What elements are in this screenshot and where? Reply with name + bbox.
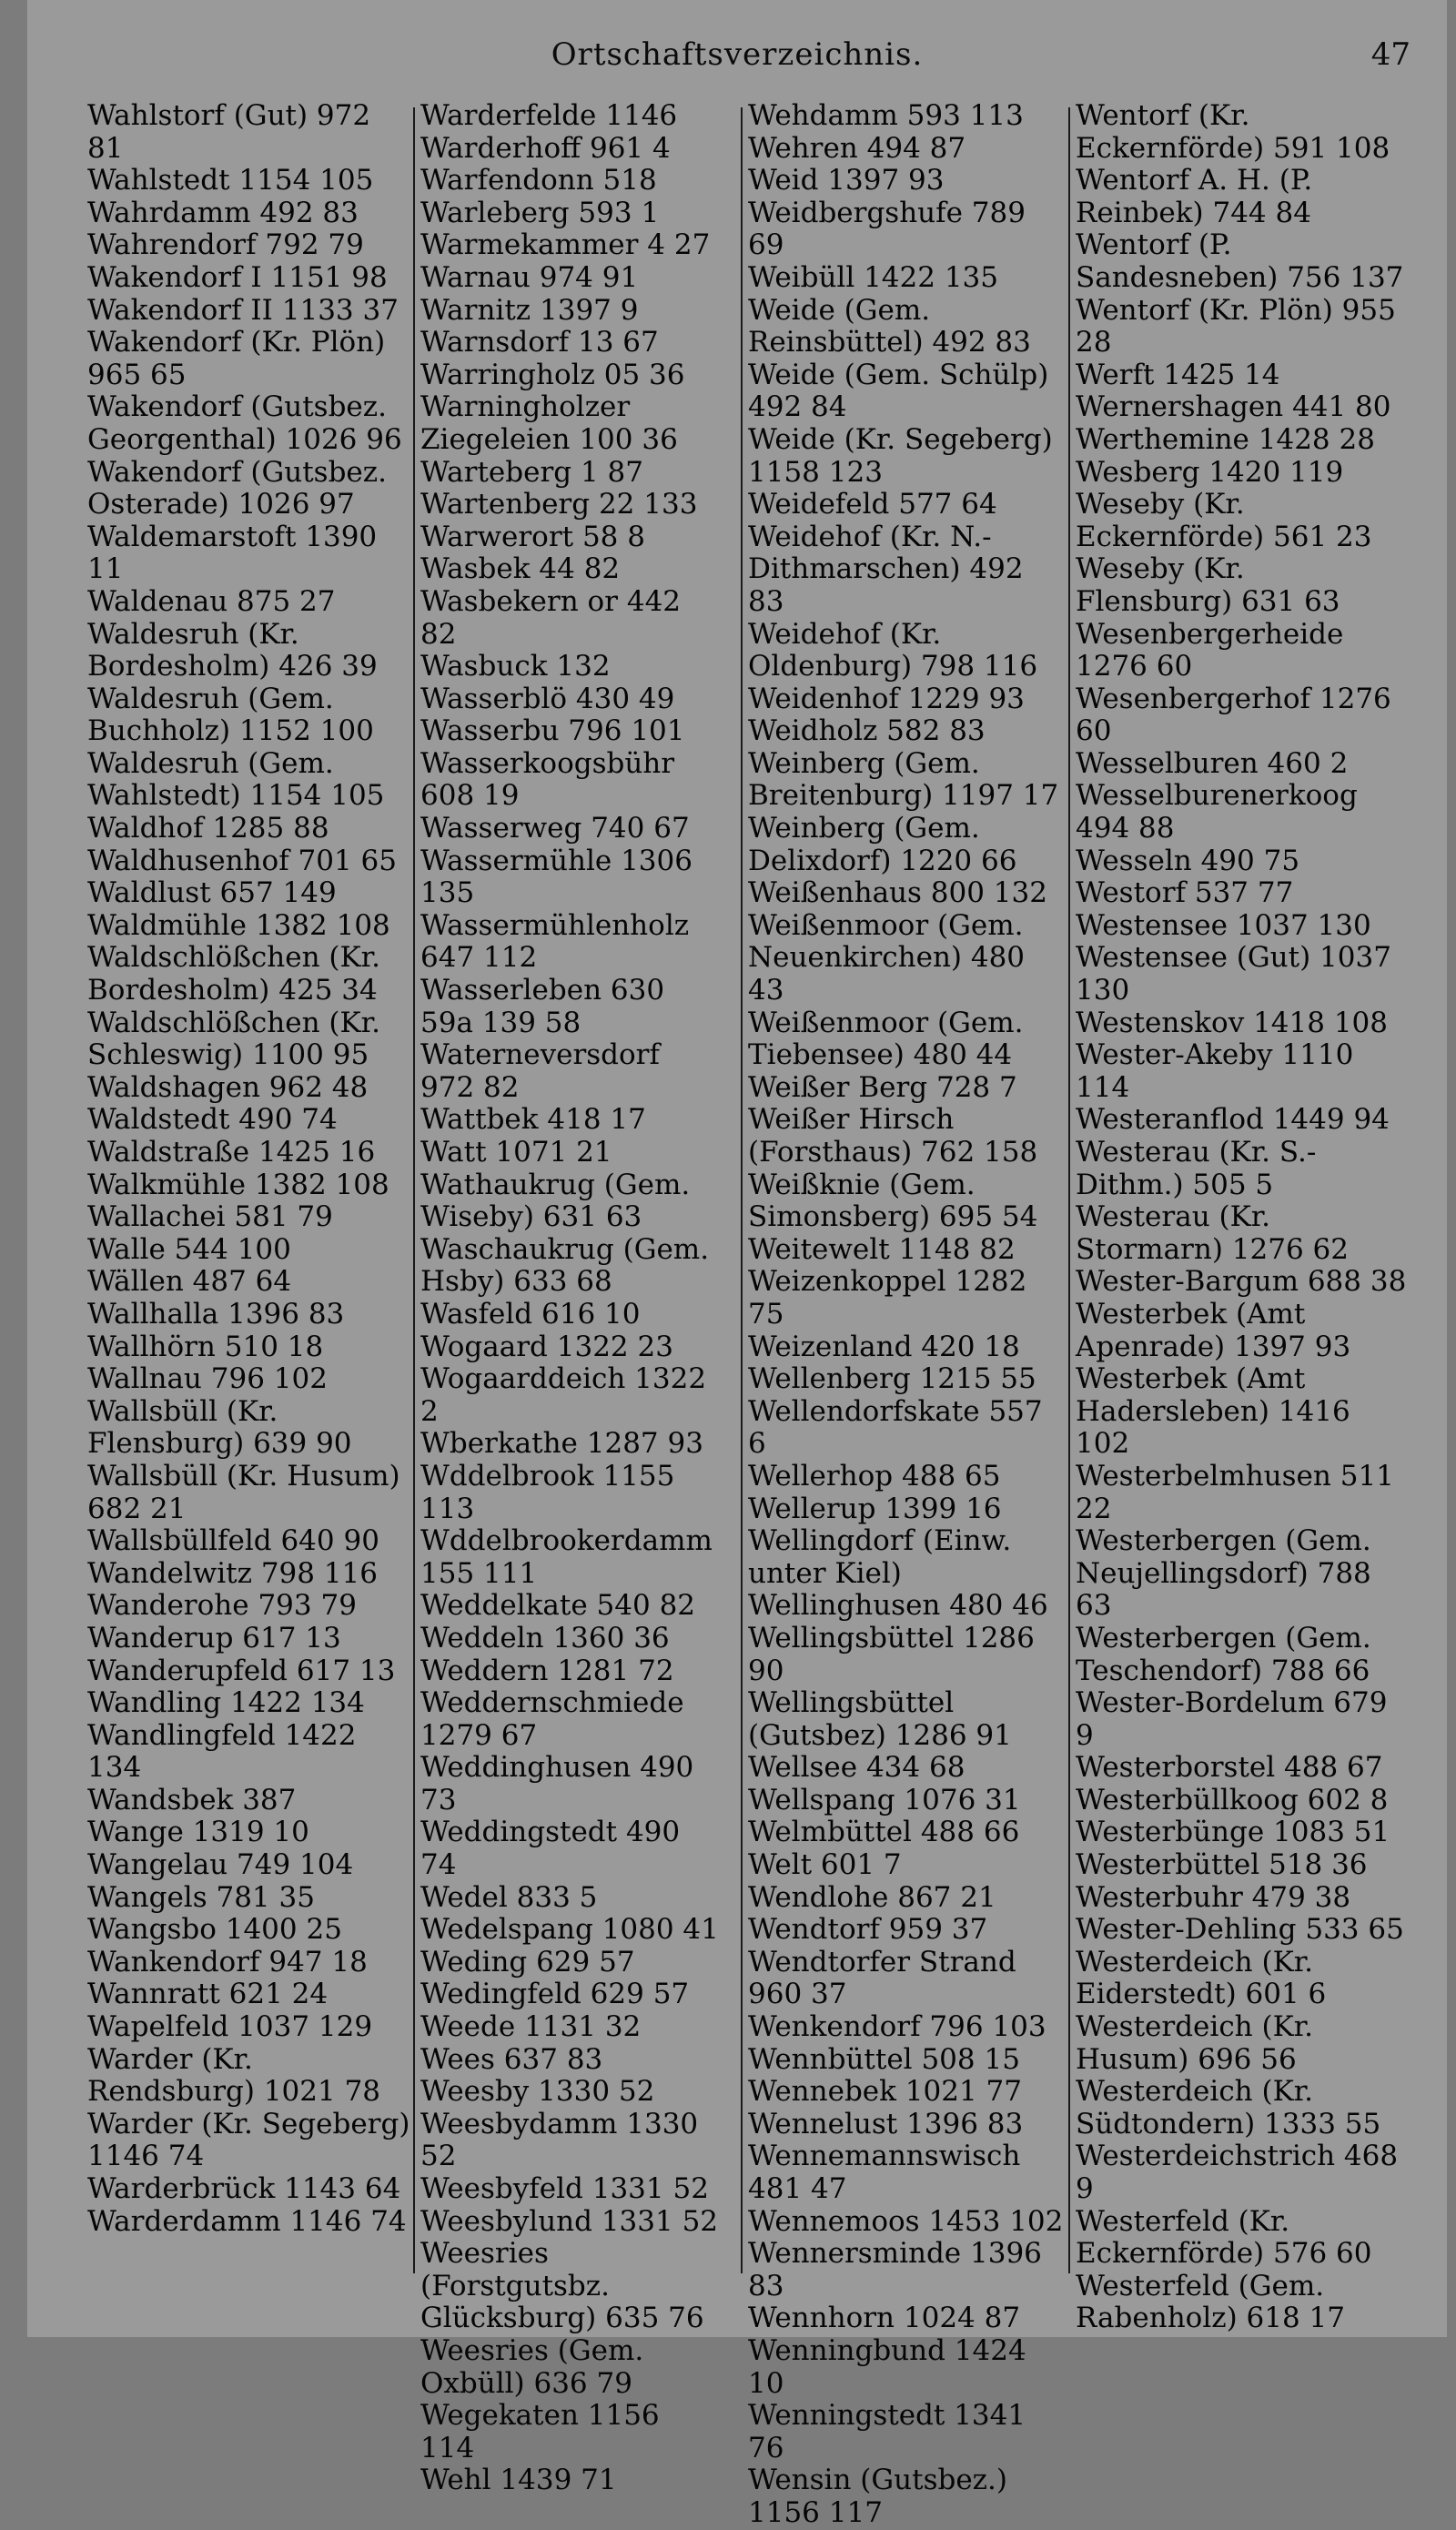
directory-entry: Wattbek 418 17 [420,1103,646,1137]
directory-entry: Wddelbrook 1155 113 [420,1459,675,1525]
directory-entry: Weddernschmiede 1279 67 [420,1686,684,1752]
directory-entry: Westerbüllkoog 602 8 [1076,1783,1389,1817]
directory-entry: Wasbuck 132 [420,650,611,683]
column-1 [87,100,415,2312]
directory-entry: Wanderohe 793 79 [87,1589,357,1623]
directory-entry: Wallsbüllfeld 640 90 [87,1524,379,1558]
directory-entry: Westerbuhr 479 38 [1076,1880,1351,1914]
directory-entry: Weesries (Forstgutsbz. Glücksburg) 635 76 [420,2237,704,2335]
directory-entry: Wasserkoogsbühr 608 19 [420,746,675,813]
directory-entry: Wennbüttel 508 15 [748,2042,1020,2076]
directory-entry: Wankendorf 947 18 [87,1945,368,1978]
directory-entry: Wesberg 1420 119 [1076,455,1344,489]
directory-entry: Wesenbergerheide 1276 60 [1076,617,1344,683]
directory-entry: Wangelau 749 104 [87,1848,354,1882]
directory-entry: Wennemoos 1453 102 [748,2204,1064,2238]
directory-entry: Weede 1131 32 [420,2010,642,2044]
directory-entry: Weseby (Kr. Flensburg) 631 63 [1076,552,1340,618]
directory-entry: Wapelfeld 1037 129 [87,2010,373,2044]
directory-entry: Westerau (Kr. S.-Dithm.) 505 5 [1076,1136,1317,1201]
directory-entry: Wendlohe 867 21 [748,1880,996,1914]
directory-entry: Weddern 1281 72 [420,1654,674,1687]
directory-entry: Wentorf A. H. (P. Reinbek) 744 84 [1076,164,1313,229]
directory-entry: Wellingsbüttel 1286 90 [748,1621,1035,1687]
directory-entry: Wedingfeld 629 57 [420,1978,690,2011]
directory-entry: Wanderup 617 13 [87,1621,341,1655]
directory-entry: Werft 1425 14 [1076,358,1280,391]
directory-entry: Wensin (Gutsbez.) 1156 117 [748,2464,1007,2529]
directory-entry: Warderdamm 1146 74 [87,2204,407,2238]
directory-entry: Wassermühlenholz 647 112 [420,908,690,975]
directory-entry: Wandsbek 387 [87,1783,297,1817]
directory-entry: Weesbyfeld 1331 52 [420,2172,709,2205]
directory-entry: Westerdeich (Kr. Husum) 696 56 [1076,2010,1314,2076]
directory-entry: Wester-Bordelum 679 9 [1076,1686,1388,1752]
page-title: Ortschaftsverzeichnis. [551,36,924,73]
directory-entry: Wathaukrug (Gem. Wiseby) 631 63 [420,1168,691,1234]
directory-entry: Wellerhop 488 65 [748,1459,1001,1493]
directory-entry: Waldmühle 1382 108 [87,908,390,942]
directory-entry: Wasserweg 740 67 [420,812,690,845]
directory-entry: Wasbek 44 82 [420,552,621,586]
directory-entry: Waldesruh (Kr. Bordesholm) 426 39 [87,617,378,683]
directory-entry: Westerbergen (Gem. Neujellingsdorf) 788 63 [1076,1524,1371,1623]
directory-entry: Weißer Berg 728 7 [748,1070,1017,1104]
column-divider [413,107,415,2273]
directory-entry: Wester-Akeby 1110 114 [1076,1038,1354,1104]
directory-entry: Wangels 781 35 [87,1880,315,1914]
directory-entry: Waldlust 657 149 [87,876,337,910]
directory-entry: Wentorf (Kr. Plön) 955 28 [1076,293,1396,359]
directory-entry: Weide (Gem. Schülp) 492 84 [748,358,1049,424]
directory-entry: Waldesruh (Gem. Wahlstedt) 1154 105 [87,746,385,813]
directory-entry: Wassermühle 1306 135 [420,844,693,910]
directory-entry: Walle 544 100 [87,1232,291,1266]
directory-entry: Wallhörn 510 18 [87,1330,324,1363]
directory-entry: Westorf 537 77 [1076,876,1294,910]
directory-entry: Waldschlößchen (Kr. Schleswig) 1100 95 [87,1006,380,1072]
directory-entry: Watt 1071 21 [420,1136,612,1169]
directory-entry: Wasserblö 430 49 [420,682,675,715]
directory-entry: Warderbrück 1143 64 [87,2172,401,2205]
directory-entry: Westerdeich (Kr. Eiderstedt) 601 6 [1076,1945,1327,2011]
directory-entry: Waldstedt 490 74 [87,1103,338,1137]
directory-entry: Wehl 1439 71 [420,2464,617,2497]
directory-entry: Wesselburenerkoog 494 88 [1076,779,1358,845]
directory-entry: Waldhusenhof 701 65 [87,844,397,877]
directory-entry: Weide (Kr. Segeberg) 1158 123 [748,422,1053,489]
directory-entry: Warnsdorf 13 67 [420,326,659,359]
directory-entry: Wddelbrookerdamm 155 111 [420,1524,713,1590]
directory-entry: Wogaarddeich 1322 2 [420,1362,707,1428]
page-header [27,36,1447,91]
directory-entry: Wentorf (Kr. Eckernförde) 591 108 [1076,99,1390,165]
directory-entry: Warnitz 1397 9 [420,293,639,327]
directory-entry: Warleberg 593 1 [420,196,660,229]
directory-entry: Weitewelt 1148 82 [748,1232,1016,1266]
directory-entry: Weinberg (Gem. Breitenburg) 1197 17 [748,746,1059,813]
directory-entry: Weseby (Kr. Eckernförde) 561 23 [1076,488,1372,553]
directory-entry: Weidholz 582 83 [748,714,986,748]
directory-entry: Warder (Kr. Segeberg) 1146 74 [87,2107,410,2173]
directory-entry: Wannratt 621 24 [87,1978,329,2011]
directory-entry: Wester-Bargum 688 38 [1076,1265,1407,1299]
directory-entry: Warteberg 1 87 [420,455,644,489]
directory-entry: Warningholzer Ziegeleien 100 36 [420,390,678,456]
directory-entry: Wange 1319 10 [87,1816,309,1849]
directory-entry: Wellspang 1076 31 [748,1783,1021,1817]
directory-entry: Weddinghusen 490 73 [420,1751,694,1817]
directory-entry: Westerfeld (Gem. Rabenholz) 618 17 [1076,2269,1345,2335]
directory-entry: Wellendorfskate 557 6 [748,1394,1043,1461]
directory-entry: Weesby 1330 52 [420,2075,655,2109]
directory-entry: Wallsbüll (Kr. Husum) 682 21 [87,1459,400,1525]
directory-entry: Wennebek 1021 77 [748,2075,1022,2109]
directory-entry: Wallnau 796 102 [87,1362,328,1396]
directory-entry: Wennemannswisch 481 47 [748,2140,1021,2205]
directory-entry: Wogaard 1322 23 [420,1330,673,1363]
directory-entry: Westerborstel 488 67 [1076,1751,1383,1785]
directory-entry: Westensee (Gut) 1037 130 [1076,941,1391,1007]
column-4 [1076,99,1407,2335]
directory-entry: Wallsbüll (Kr. Flensburg) 639 90 [87,1394,352,1461]
directory-entry: Westerau (Kr. Stormarn) 1276 62 [1076,1200,1349,1266]
directory-entry: Warfendonn 518 [420,164,657,197]
directory-entry: Wenningstedt 1341 76 [748,2399,1026,2464]
entry-columns [87,99,1407,2529]
directory-entry: Wasserbu 796 101 [420,714,685,748]
directory-entry: Wendtorf 959 37 [748,1913,988,1947]
directory-entry: Wedelspang 1080 41 [420,1913,719,1947]
directory-entry: Weddeln 1360 36 [420,1621,670,1655]
directory-entry: Wasbekern or 442 82 [420,584,682,651]
directory-entry: Wellerup 1399 16 [748,1492,1002,1525]
directory-entry: Wällen 487 64 [87,1265,292,1299]
directory-entry: Westerdeichstrich 468 9 [1076,2140,1399,2205]
directory-entry: Welt 601 7 [748,1848,902,1882]
directory-entry: Wahrendorf 792 79 [87,228,364,262]
directory-entry: Wehren 494 87 [748,131,966,165]
directory-entry: Weide (Gem. Reinsbüttel) 492 83 [748,293,1031,359]
directory-entry: Weißenmoor (Gem. Neuenkirchen) 480 43 [748,908,1026,1007]
directory-entry: Weidehof (Kr. N.-Dithmarschen) 492 83 [748,520,1024,618]
directory-entry: Weidefeld 577 64 [748,488,997,521]
directory-entry: Wakendorf (Gutsbez. Georgenthal) 1026 96 [87,390,402,456]
directory-entry: Weding 629 57 [420,1945,635,1978]
directory-entry: Warder (Kr. Rendsburg) 1021 78 [87,2042,381,2109]
directory-entry: Wakendorf II 1133 37 [87,293,399,327]
directory-entry: Wasfeld 616 10 [420,1297,641,1331]
directory-entry: Westenskov 1418 108 [1076,1006,1388,1039]
directory-entry: Wandling 1422 134 [87,1686,365,1720]
directory-entry: Wallhalla 1396 83 [87,1297,345,1331]
directory-entry: Weißenmoor (Gem. Tiebensee) 480 44 [748,1006,1024,1072]
directory-entry: Wallachei 581 79 [87,1200,333,1234]
directory-entry: Wahrdamm 492 83 [87,196,359,229]
directory-entry: Waschaukrug (Gem. Hsby) 633 68 [420,1232,710,1299]
directory-entry: Warmekammer 4 27 [420,228,711,262]
directory-entry: Wehdamm 593 113 [748,99,1024,132]
directory-entry: Wellinghusen 480 46 [748,1589,1048,1623]
directory-entry: Westerbek (Amt Apenrade) 1397 93 [1076,1297,1351,1363]
directory-entry: Wakendorf (Kr. Plön) 965 65 [87,326,386,391]
directory-entry: Wahlstedt 1154 105 [87,164,374,197]
directory-entry: Westerbüttel 518 36 [1076,1848,1368,1882]
directory-entry: Wellingsbüttel (Gutsbez) 1286 91 [748,1686,1012,1752]
directory-entry: Waldschlößchen (Kr. Bordesholm) 425 34 [87,941,380,1007]
directory-entry: Wellsee 434 68 [748,1751,966,1785]
directory-entry: Wendtorfer Strand 960 37 [748,1945,1016,2011]
directory-entry: Wenningbund 1424 10 [748,2333,1026,2400]
directory-entry: Westerdeich (Kr. Südtondern) 1333 55 [1076,2075,1381,2140]
column-3 [748,99,1067,2529]
directory-entry: Wellenberg 1215 55 [748,1362,1036,1396]
directory-entry: Westerbelmhusen 511 22 [1076,1459,1394,1525]
directory-entry: Wangsbo 1400 25 [87,1913,342,1947]
directory-entry: Wberkathe 1287 93 [420,1427,703,1461]
directory-entry: Walkmühle 1382 108 [87,1168,389,1201]
directory-entry: Westensee 1037 130 [1076,908,1371,942]
directory-entry: Wennelust 1396 83 [748,2107,1024,2140]
directory-entry: Waldhof 1285 88 [87,812,329,845]
directory-entry: Wennersminde 1396 83 [748,2237,1042,2302]
directory-entry: Weibüll 1422 135 [748,260,999,294]
directory-entry: Warderfelde 1146 [420,99,678,132]
directory-entry: Wakendorf (Gutsbez. Osterade) 1026 97 [87,455,387,521]
directory-entry: Wesselburen 460 2 [1076,746,1349,780]
directory-entry: Weißer Hirsch (Forsthaus) 762 158 [748,1103,1038,1169]
column-2 [420,99,721,2497]
directory-entry: Westerbünge 1083 51 [1076,1816,1390,1849]
directory-entry: Wandelwitz 798 116 [87,1556,379,1590]
directory-entry: Westerfeld (Kr. Eckernförde) 576 60 [1076,2204,1372,2271]
directory-page [27,0,1447,2529]
directory-entry: Wesseln 490 75 [1076,844,1300,877]
directory-entry: Warringholz 05 36 [420,358,685,391]
directory-entry: Weidehof (Kr. Oldenburg) 798 116 [748,617,1038,683]
directory-entry: Waldshagen 962 48 [87,1070,369,1104]
directory-entry: Weid 1397 93 [748,164,945,197]
directory-entry: Weidbergshufe 789 69 [748,196,1026,262]
directory-entry: Weizenland 420 18 [748,1330,1020,1363]
directory-entry: Waldstraße 1425 16 [87,1136,376,1169]
directory-entry: Waterneversdorf 972 82 [420,1038,660,1104]
column-divider [741,107,743,2273]
directory-entry: Waldemarstoft 1390 11 [87,520,378,586]
directory-entry: Warwerort 58 8 [420,520,645,553]
page-number: 47 [1370,36,1410,73]
directory-entry: Wentorf (P. Sandesneben) 756 137 [1076,228,1404,294]
directory-entry: Wanderupfeld 617 13 [87,1654,396,1687]
directory-entry: Waldesruh (Gem. Buchholz) 1152 100 [87,682,374,748]
directory-entry: Wasserleben 630 59a 139 58 [420,974,665,1039]
directory-entry: Wees 637 83 [420,2042,603,2076]
directory-entry: Wernershagen 441 80 [1076,390,1391,424]
directory-entry: Weddingstedt 490 74 [420,1816,681,1882]
directory-entry: Weißknie (Gem. Simonsberg) 695 54 [748,1168,1038,1234]
directory-entry: Weißenhaus 800 132 [748,876,1047,910]
directory-entry: Werthemine 1428 28 [1076,422,1375,456]
directory-entry: Westerbek (Amt Hadersleben) 1416 102 [1076,1362,1350,1461]
directory-entry: Weesries (Gem. Oxbüll) 636 79 [420,2333,644,2400]
directory-entry: Wegekaten 1156 114 [420,2399,660,2464]
directory-entry: Wellingdorf (Einw. unter Kiel) [748,1524,1012,1590]
directory-entry: Weesbydamm 1330 52 [420,2107,699,2173]
directory-entry: Wedel 833 5 [420,1880,598,1914]
directory-entry: Wester-Dehling 533 65 [1076,1913,1404,1947]
directory-entry: Wahlstorf (Gut) 972 81 [87,99,371,165]
column-divider [1068,107,1070,2273]
directory-entry: Welmbüttel 488 66 [748,1816,1020,1849]
directory-entry: Wesenbergerhof 1276 60 [1076,682,1391,748]
directory-entry: Wartenberg 22 133 [420,488,698,521]
directory-entry: Weidenhof 1229 93 [748,682,1025,715]
directory-entry: Weddelkate 540 82 [420,1589,696,1623]
directory-entry: Weinberg (Gem. Delixdorf) 1220 66 [748,812,1017,877]
directory-entry: Weizenkoppel 1282 75 [748,1265,1027,1331]
directory-entry: Wandlingfeld 1422 134 [87,1718,357,1785]
directory-entry: Wenkendorf 796 103 [748,2010,1046,2044]
directory-entry: Weesbylund 1331 52 [420,2204,719,2238]
directory-entry: Westerbergen (Gem. Teschendorf) 788 66 [1076,1621,1371,1687]
directory-entry: Wennhorn 1024 87 [748,2302,1021,2335]
directory-entry: Waldenau 875 27 [87,584,336,618]
directory-entry: Warderhoff 961 4 [420,131,671,165]
directory-entry: Wakendorf I 1151 98 [87,260,388,294]
directory-entry: Westeranflod 1449 94 [1076,1103,1390,1137]
directory-entry: Warnau 974 91 [420,260,639,294]
